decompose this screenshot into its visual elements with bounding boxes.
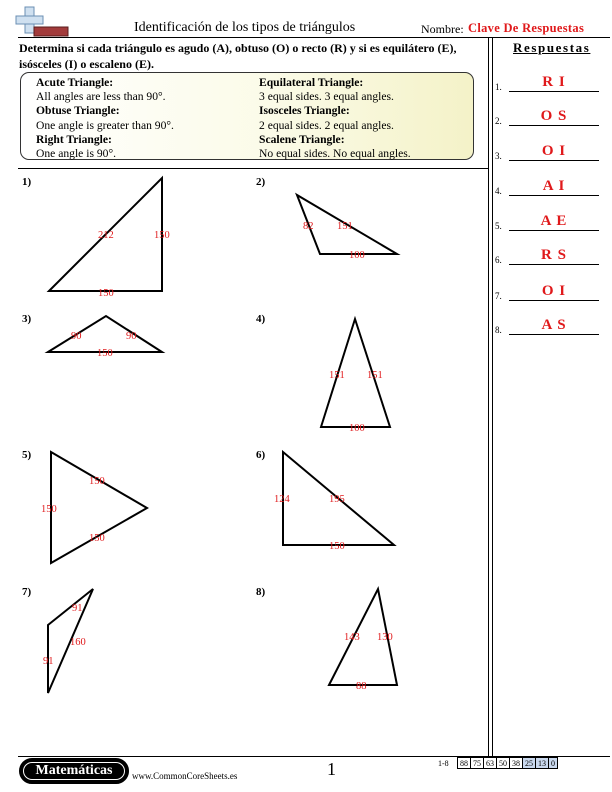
triangle-5-label: 150 <box>41 504 57 515</box>
answer-value: R S <box>541 247 567 263</box>
score-table <box>457 757 558 769</box>
triangle-3-label: 90 <box>71 331 82 342</box>
score-cell: 75 <box>471 758 484 769</box>
score-cell: 38 <box>510 758 523 769</box>
scalene-desc: No equal sides. No equal angles. <box>259 147 411 161</box>
answer-value: A I <box>542 178 566 194</box>
triangle-2-label: 82 <box>303 221 314 232</box>
right-title: Right Triangle: <box>36 132 112 146</box>
answer-number: 2. <box>495 116 502 126</box>
problem-number: 2) <box>256 176 266 188</box>
acute-desc: All angles are less than 90°. <box>36 90 166 104</box>
triangle-6-label: 124 <box>274 494 290 505</box>
triangle-6-label: 150 <box>329 541 345 552</box>
triangle-4-label: 151 <box>329 370 345 381</box>
answer-number: 6. <box>495 255 502 265</box>
problem-number: 5) <box>22 449 32 461</box>
problem-number: 3) <box>22 313 32 325</box>
answer-value: R I <box>542 74 566 90</box>
score-cell: 88 <box>458 758 471 769</box>
score-cell: 0 <box>549 758 558 769</box>
triangle-7-label: 160 <box>70 637 86 648</box>
score-range-label: 1-8 <box>438 759 449 768</box>
score-cell: 25 <box>523 758 536 769</box>
triangle-7-label: 91 <box>72 603 83 614</box>
score-cell: 63 <box>484 758 497 769</box>
isosceles-title: Isosceles Triangle: <box>259 104 350 118</box>
worksheet-title: Identificación de los tipos de triángulos <box>134 20 356 35</box>
name-value: Clave De Respuestas <box>468 21 585 35</box>
triangle-4-label: 151 <box>367 370 383 381</box>
problem-number: 7) <box>22 586 32 598</box>
answer-number: 3. <box>495 151 502 161</box>
triangle-8-label: 88 <box>356 681 367 692</box>
triangle-5-label: 150 <box>89 533 105 544</box>
answer-value: O I <box>541 143 567 159</box>
answer-value: O I <box>541 283 567 299</box>
score-cell: 13 <box>536 758 549 769</box>
answers-header: Respuestas <box>513 40 591 55</box>
answer-number: 8. <box>495 325 502 335</box>
answer-value: O S <box>540 108 568 124</box>
equilateral-desc: 3 equal sides. 3 equal angles. <box>259 90 394 104</box>
triangle-1-label: 150 <box>98 288 114 299</box>
problem-number: 8) <box>256 586 266 598</box>
problem-number: 6) <box>256 449 266 461</box>
triangle-7-label: 91 <box>43 656 54 667</box>
page-number: 1 <box>327 759 336 779</box>
brand-badge <box>19 758 129 784</box>
answer-value: A S <box>541 317 567 333</box>
triangle-1-label: 150 <box>154 230 170 241</box>
triangle-5 <box>51 452 147 563</box>
triangle-3-label: 90 <box>126 331 137 342</box>
name-label: Nombre: <box>421 22 464 36</box>
answer-number: 5. <box>495 221 502 231</box>
obtuse-title: Obtuse Triangle: <box>36 104 120 118</box>
triangle-3-label: 150 <box>97 348 113 359</box>
problem-number: 1) <box>22 176 32 188</box>
scalene-title: Scalene Triangle: <box>259 132 345 146</box>
acute-title: Acute Triangle: <box>36 76 114 89</box>
triangle-8-label: 143 <box>344 632 360 643</box>
answer-number: 7. <box>495 291 502 301</box>
triangle-4-label: 100 <box>349 423 365 434</box>
problem-number: 4) <box>256 313 266 325</box>
brand-text: Matemáticas <box>35 763 113 778</box>
equilateral-title: Equilateral Triangle: <box>259 76 364 89</box>
answer-number: 1. <box>495 82 502 92</box>
answer-number: 4. <box>495 186 502 196</box>
triangle-5-label: 150 <box>89 476 105 487</box>
right-desc: One angle is 90°. <box>36 147 116 161</box>
score-cell: 50 <box>497 758 510 769</box>
isosceles-desc: 2 equal sides. 2 equal angles. <box>259 118 394 132</box>
obtuse-desc: One angle is greater than 90°. <box>36 118 174 132</box>
answer-value: A E <box>540 213 568 229</box>
instructions: Determina si cada triángulo es agudo (A), obtuso (O) o recto (R) y si es equilátero (E), isósceles (I) o escaleno (E). <box>19 41 457 71</box>
triangle-6-label: 195 <box>329 494 345 505</box>
triangle-1-label: 212 <box>98 230 114 241</box>
website-url: www.CommonCoreSheets.es <box>132 771 238 781</box>
triangle-3 <box>48 316 162 352</box>
triangle-2-label: 151 <box>337 221 353 232</box>
triangle-2-label: 100 <box>349 250 365 261</box>
triangle-8-label: 130 <box>377 632 393 643</box>
